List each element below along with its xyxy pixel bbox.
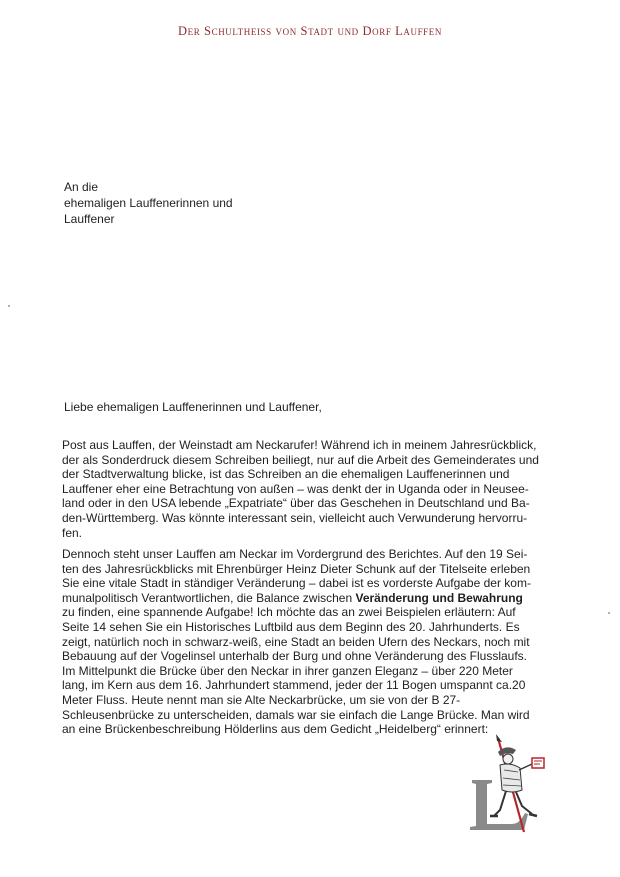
paragraph-intro — [62, 438, 539, 540]
text-line: Sie eine vitale Stadt in ständiger Veränderung – dabei ist es vorderste Aufgabe der kom- — [62, 576, 531, 591]
text-line: fen. — [62, 525, 83, 540]
address-line: Lauffener — [64, 212, 115, 226]
text-line: der als Sonderdruck diesem Schreiben beiliegt, nur auf die Arbeit des Gemeinderates und — [62, 452, 539, 467]
scan-speck — [608, 612, 610, 614]
letterhead-title: Der Schultheiss von Stadt und Dorf Lauffen — [177, 24, 442, 38]
town-logo-icon — [466, 734, 562, 834]
bold-phrase: Veränderung und Bewahrung — [355, 590, 523, 605]
text-line: Meter Fluss. Heute nennt man sie Alte Neckarbrücke, um sie von der B 27- — [62, 692, 461, 707]
text-line: zeigt, natürlich noch in schwarz-weiß, eine Stadt an beiden Ufern des Neckars, noch mit — [62, 634, 530, 649]
text-line: den-Württemberg. Was könnte interessant sein, vielleicht auch Verwunderung hervorru- — [62, 510, 528, 525]
text-line: Im Mittelpunkt die Brücke über den Neckar in ihrer ganzen Eleganz – über 220 Meter — [62, 663, 513, 678]
text-line: Bebauung auf der Vogelinsel unterhalb der Burg und ohne Veränderung des Flusslaufs. — [62, 649, 527, 664]
text-line: Seite 14 sehen Sie ein Historisches Luftbild aus dem Beginn des 20. Jahrhunderts. Es — [62, 619, 520, 634]
recipient-address — [64, 179, 233, 227]
text-line: an eine Brückenbeschreibung Hölderlins aus dem Gedicht „Heidelberg“ erinnert: — [62, 722, 489, 737]
text-line: ten des Jahresrückblicks mit Ehrenbürger Heinz Dieter Schunk auf der Titelseite erleben — [62, 561, 531, 576]
text-line: Post aus Lauffen, der Weinstadt am Neckarufer! Während ich in meinem Jahresrückblick, — [62, 438, 537, 452]
text-line: der Stadtverwaltung blicke, ist das Schreiben an die ehemaligen Lauffenerinnen und — [62, 467, 510, 482]
address-line: ehemaligen Lauffenerinnen und — [64, 196, 233, 210]
text-line: Lauffener eher eine Betrachtung von außen – was denkt der in Uganda oder in Neusee- — [62, 481, 529, 496]
salutation: Liebe ehemaligen Lauffenerinnen und Lauffener, — [64, 400, 322, 414]
scan-speck — [8, 305, 10, 307]
text-line: zu finden, eine spannende Aufgabe! Ich möchte das an zwei Beispielen erläutern: Auf — [62, 605, 516, 620]
address-line: An die — [64, 180, 99, 194]
paragraph-main — [62, 547, 531, 737]
text-line: Dennoch steht unser Lauffen am Neckar im Vordergrund des Berichtes. Auf den 19 Sei- — [62, 547, 528, 561]
text-line: land oder in den USA lebende „Expatriate“ über das Geschehen in Deutschland und Ba- — [62, 496, 530, 511]
text-line: lang, im Kern aus dem 16. Jahrhundert stammend, jeder der 11 Bogen umspannt ca.20 — [62, 678, 526, 693]
text-line — [62, 590, 523, 606]
text-line: Schleusenbrücke zu unterscheiden, damals war sie einfach die Lange Brücke. Man wird — [62, 707, 530, 722]
text-segment: munalpolitisch Verantwortlichen, die Balance zwischen — [62, 590, 353, 605]
